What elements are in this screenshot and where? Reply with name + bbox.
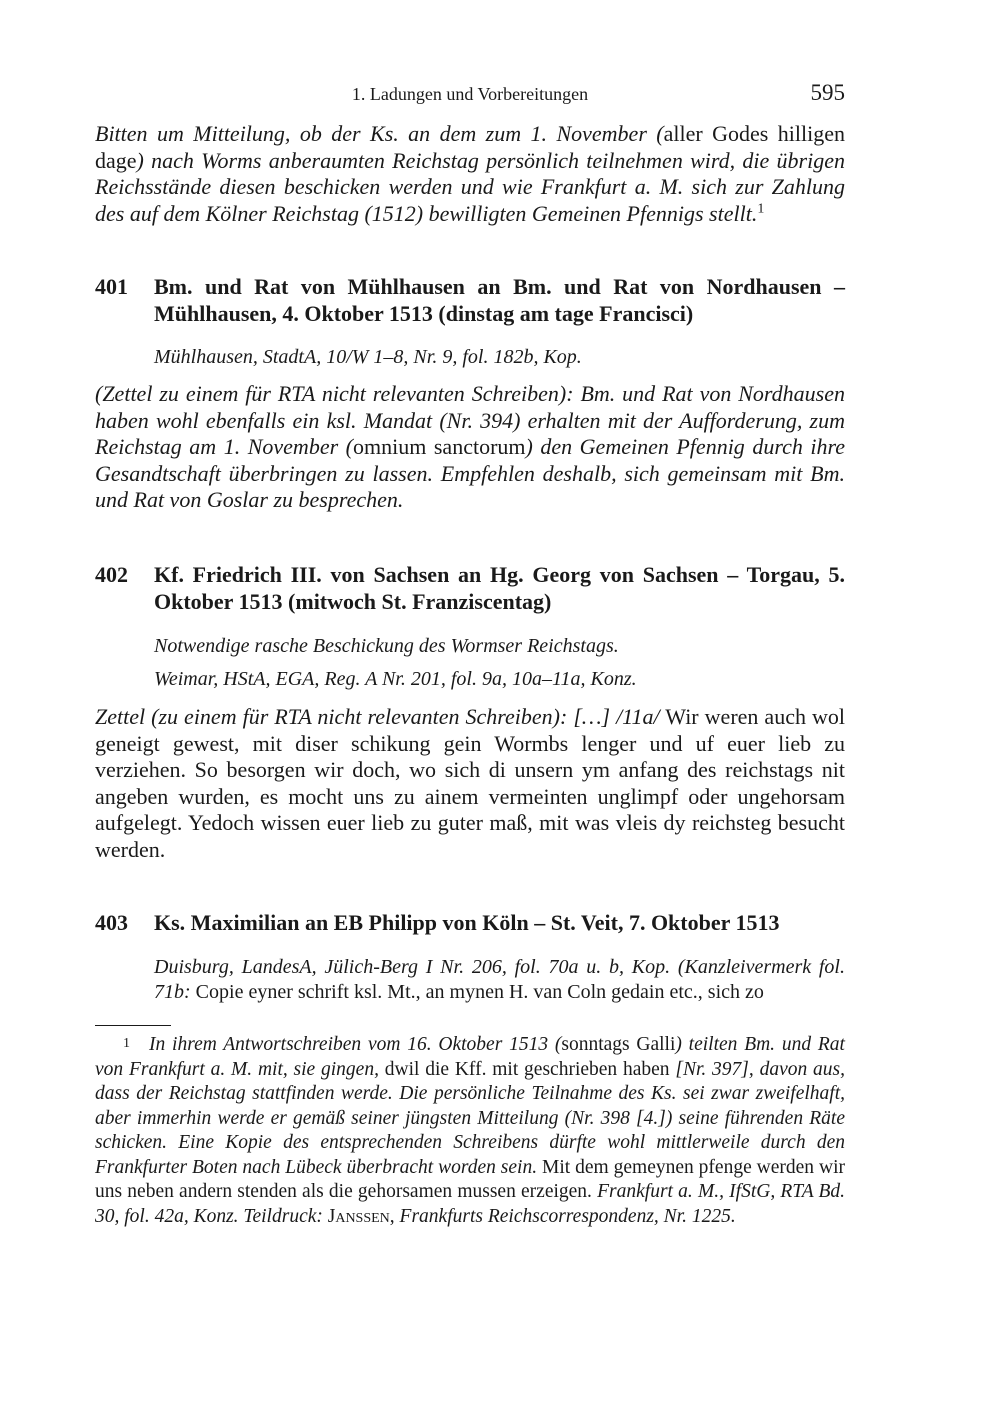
running-head: 1. Ladungen und Vorbereitungen	[351, 84, 589, 104]
intro-quote: aller Godes hilligen dage	[95, 121, 845, 173]
doc-401-source-text: Mühlhausen, StadtA, 10/W 1–8, Nr. 9, fol. 182b, Kop.	[154, 346, 582, 368]
doc-403-number: 403	[95, 910, 128, 935]
doc-401-title: Bm. und Rat von Mühlhausen an Bm. und Rat von Nordhausen – Mühlhausen, 4. Oktober 1513 (dinstag am tage Francisci)	[154, 274, 845, 326]
intro-text-2: ) nach Worms anberaumten Reichstag persönlich teilnehmen wird, die übrigen Reichsstände diesen beschicken werden und wie Frankfurt a. M. sich zur Zahlung des auf dem Kölner Reichstag (1512) bewilligten Gemeinen Pfennigs stellt.	[95, 147, 845, 226]
doc-401-text-2: ) den Gemeinen Pfennig durch ihre Gesandtschaft überbringen zu lassen. Empfehlen deshalb, sich gemeinsam mit Bm. und Rat von Goslar zu besprechen.	[95, 434, 845, 512]
intro-text-1: Bitten um Mitteilung, ob der Ks. an dem zum 1. November (	[95, 121, 664, 146]
doc-403-heading	[95, 910, 845, 937]
doc-403-source-roman: Copie eyner schrift ksl. Mt., an mynen H. van Coln gedain etc., sich zo	[190, 981, 764, 1003]
footnote-it-1: In ihrem Antwortschreiben vom 16. Oktober 1513 (	[149, 1034, 562, 1055]
doc-402-summary	[95, 634, 845, 659]
footnote-it-3: [Nr. 397], davon aus, dass der Reichstag stattfinden werde. Die persönliche Teilnahme des Ks. sei zwar zweifelhaft, aber immerhin werde er gemäß seiner jüngsten Mitteilung (Nr. 398 [4.]) seine führenden Räte schicken. Eine Kopie des entsprechenden Schreibens dürfte wohl mittlerweile durch den Frankfurter Boten nach Lübeck überbracht worden sein.	[95, 1058, 845, 1178]
doc-401-text-1: (Zettel zu einem für RTA nicht relevanten Schreiben): Bm. und Rat von Nordhausen haben wohl ebenfalls ein ksl. Mandat (Nr. 394) erhalten mit der Aufforderung, zum Reichstag am 1. November (	[95, 381, 845, 459]
footnote-reference[interactable]: 1	[757, 201, 765, 217]
doc-401-heading	[95, 274, 845, 327]
page-number: 595	[810, 80, 845, 105]
doc-402-text-roman: Wir weren auch wol geneigt gewest, mit diser schikung gein Wormbs lenger und uf euer lieb zu verziehen. So besorgen wir doch, wo sich di unsern ym anfang des reichstags nit angeben wurden, es mocht uns zu ainem vermeinten unglimpf oder ungehorsam aufgelegt. Yedoch wissen euer lieb zu guter maß, mit was vleis dy reichsteg besucht werden.	[95, 704, 845, 862]
doc-403-title: Ks. Maximilian an EB Philipp von Köln – St. Veit, 7. Oktober 1513	[154, 910, 780, 935]
intro-paragraph	[95, 121, 845, 227]
footnote-it-4: Frankfurt a. M., IfStG, RTA Bd. 30, fol. 42a, Konz. Teildruck:	[95, 1181, 845, 1227]
doc-401-number: 401	[95, 274, 128, 299]
doc-402-summary-text: Notwendige rasche Beschickung des Wormser Reichstags.	[154, 635, 619, 657]
doc-403-source	[95, 955, 845, 1005]
doc-403-source-italic: Duisburg, LandesA, Jülich-Berg I Nr. 206, fol. 70a u. b, Kop. (Kanzleivermerk fol. 71b:	[154, 956, 845, 1003]
doc-401-source	[95, 345, 845, 370]
doc-402-body	[95, 704, 845, 863]
footnote-author: Janssen	[327, 1205, 390, 1227]
footnote-mark: 1	[123, 1036, 130, 1051]
doc-402-number: 402	[95, 562, 128, 587]
doc-402-title: Kf. Friedrich III. von Sachsen an Hg. Georg von Sachsen – Torgau, 5. Oktober 1513 (mitwoch St. Franziscentag)	[154, 562, 845, 614]
doc-402-text-italic: Zettel (zu einem für RTA nicht relevanten Schreiben): […] /11a/	[95, 704, 660, 729]
footnote-it-5: Frankfurts Reichscorrespondenz, Nr. 1225.	[399, 1205, 736, 1227]
doc-401-quote: omnium sanctorum	[353, 434, 526, 459]
doc-401-body	[95, 381, 845, 514]
page-header	[95, 82, 845, 108]
doc-402-source	[95, 667, 845, 692]
footnote-rule	[95, 1025, 171, 1026]
footnote-rm-1: sonntags Galli	[561, 1034, 676, 1055]
doc-402-source-text: Weimar, HStA, EGA, Reg. A Nr. 201, fol. 9a, 10a–11a, Konz.	[154, 668, 637, 690]
footnote: 1 In ihrem Antwortschreiben vom 16. Oktober 1513 (sonntags Galli) teilten Bm. und Rat von Frankfurt a. M. mit, sie gingen, dwil die Kff. mit geschrieben haben [Nr. 397], davon aus, dass der Reichstag stattfinden werde. Die persönliche Teilnahme des Ks. sei zwar zweifelhaft, aber immerhin werde er gemäß seiner jüngsten Mitteilung (Nr. 398 [4.]) seine führenden Räte schicken. Eine Kopie des entsprechenden Schreibens dürfte wohl mittlerweile durch den Frankfurter Boten nach Lübeck überbracht worden sein. Mit dem gemeynen pfenge werden wir uns neben andern stenden als die gehorsamen mussen erzeigen. Frankfurt a. M., IfStG, RTA Bd. 30, fol. 42a, Konz. Teildruck: Janssen, Frankfurts Reichscorrespondenz, Nr. 1225.	[95, 1034, 845, 1227]
doc-402-heading	[95, 562, 845, 615]
footnote-rm-2: dwil die Kff. mit geschrieben haben	[378, 1058, 670, 1080]
footnote-it-2: ) teilten Bm. und Rat von Frankfurt a. M. mit, sie gingen,	[95, 1034, 845, 1080]
footnote-rm-3: Mit dem gemeynen pfenge werden wir uns neben andern stenden als die gehorsamen mussen erzeigen.	[95, 1156, 845, 1202]
